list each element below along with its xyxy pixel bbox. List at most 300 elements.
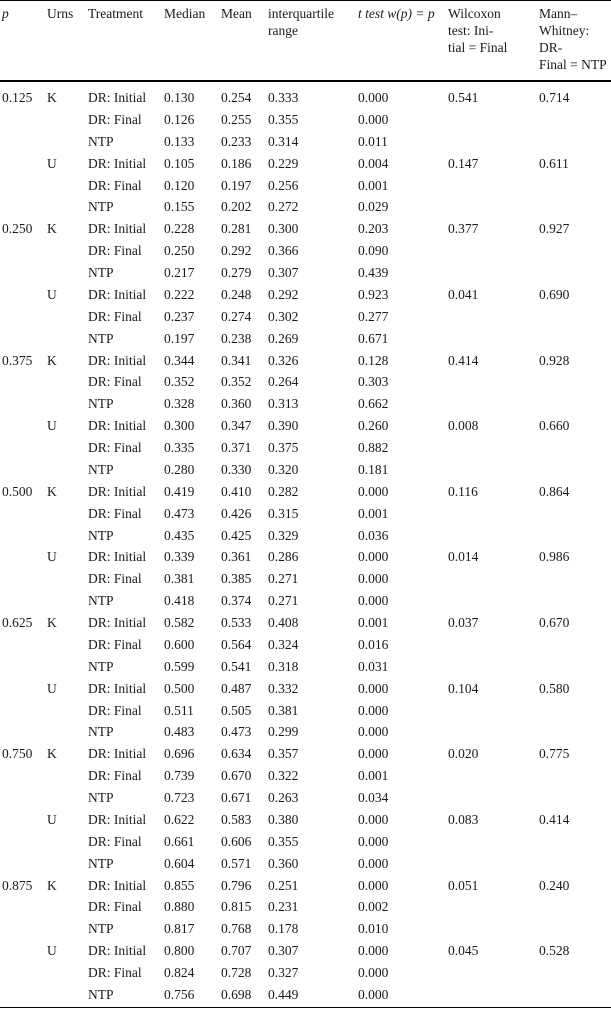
cell-ttest: 0.000 xyxy=(358,483,389,499)
cell-ttest: 0.128 xyxy=(358,352,389,368)
cell-ttest: 0.000 xyxy=(358,811,389,827)
cell-mann-whitney: 0.714 xyxy=(539,90,570,105)
cell-median: 0.339 xyxy=(164,549,195,565)
cell-treatment: DR: Initial xyxy=(88,483,147,499)
cell-iqr: 0.326 xyxy=(268,352,299,368)
header-wilcoxon-line1: Wilcoxon xyxy=(448,6,501,21)
cell-ttest: 0.000 xyxy=(358,593,389,609)
cell-urns: U xyxy=(47,943,57,959)
header-wilcoxon xyxy=(448,5,507,56)
cell-p: 0.500 xyxy=(2,483,33,499)
cell-treatment: NTP xyxy=(88,658,114,674)
cell-iqr: 0.355 xyxy=(268,833,299,849)
cell-mean: 0.473 xyxy=(221,724,252,740)
table-bottom-rule xyxy=(0,1007,611,1008)
cell-mean: 0.347 xyxy=(221,418,252,434)
cell-mean: 0.671 xyxy=(221,790,252,805)
cell-ttest: 0.000 xyxy=(358,90,389,105)
cell-median: 0.217 xyxy=(164,265,195,280)
cell-mann-whitney: 0.986 xyxy=(539,549,570,565)
cell-iqr: 0.333 xyxy=(268,90,299,105)
cell-treatment: DR: Final xyxy=(88,243,142,259)
cell-wilcoxon: 0.541 xyxy=(448,90,479,105)
cell-treatment: NTP xyxy=(88,133,114,149)
cell-mean: 0.815 xyxy=(221,899,252,915)
cell-iqr: 0.264 xyxy=(268,374,299,390)
cell-urns: U xyxy=(47,680,57,696)
cell-treatment: NTP xyxy=(88,855,114,871)
cell-iqr: 0.366 xyxy=(268,243,299,259)
cell-iqr: 0.320 xyxy=(268,461,299,477)
cell-treatment: DR: Initial xyxy=(88,418,147,434)
header-mann-line4: Final = NTP xyxy=(539,57,607,72)
header-treatment: Treatment xyxy=(88,6,143,21)
cell-iqr: 0.302 xyxy=(268,308,299,324)
cell-median: 0.756 xyxy=(164,986,195,1002)
cell-treatment: DR: Initial xyxy=(88,680,147,696)
cell-treatment: DR: Final xyxy=(88,308,142,324)
cell-mean: 0.606 xyxy=(221,833,252,849)
cell-mann-whitney: 0.580 xyxy=(539,680,570,696)
table-row xyxy=(0,415,611,437)
cell-ttest: 0.303 xyxy=(358,374,389,390)
cell-mean: 0.352 xyxy=(221,374,252,390)
cell-median: 0.600 xyxy=(164,636,195,652)
cell-mean: 0.360 xyxy=(221,396,252,412)
cell-iqr: 0.229 xyxy=(268,155,299,171)
cell-iqr: 0.272 xyxy=(268,199,299,215)
cell-mean: 0.233 xyxy=(221,133,252,149)
cell-iqr: 0.314 xyxy=(268,133,299,149)
cell-mann-whitney: 0.528 xyxy=(539,943,570,959)
cell-ttest: 0.031 xyxy=(358,658,389,674)
cell-wilcoxon: 0.045 xyxy=(448,943,479,959)
cell-ttest: 0.001 xyxy=(358,505,389,521)
table-row xyxy=(0,896,611,918)
cell-median: 0.582 xyxy=(164,615,195,630)
table-row xyxy=(0,175,611,197)
cell-iqr: 0.449 xyxy=(268,986,299,1002)
cell-treatment: DR: Final xyxy=(88,571,142,587)
cell-iqr: 0.329 xyxy=(268,527,299,543)
cell-ttest: 0.000 xyxy=(358,680,389,696)
cell-mean: 0.341 xyxy=(221,352,252,368)
cell-mean: 0.385 xyxy=(221,571,252,587)
cell-ttest: 0.000 xyxy=(358,877,389,893)
cell-treatment: DR: Final xyxy=(88,833,142,849)
cell-mean: 0.505 xyxy=(221,702,252,718)
cell-ttest: 0.000 xyxy=(358,111,389,127)
cell-wilcoxon: 0.377 xyxy=(448,221,479,237)
cell-median: 0.237 xyxy=(164,308,195,324)
cell-treatment: DR: Final xyxy=(88,636,142,652)
cell-treatment: NTP xyxy=(88,396,114,412)
table-row xyxy=(0,656,611,678)
cell-ttest: 0.000 xyxy=(358,833,389,849)
cell-iqr: 0.307 xyxy=(268,943,299,959)
header-iqr-line1: interquartile xyxy=(268,6,334,21)
cell-treatment: NTP xyxy=(88,265,114,280)
table-row xyxy=(0,787,611,809)
cell-treatment: DR: Initial xyxy=(88,90,147,105)
cell-mean: 0.541 xyxy=(221,658,252,674)
table-row xyxy=(0,393,611,415)
cell-mean: 0.248 xyxy=(221,286,252,302)
cell-median: 0.435 xyxy=(164,527,195,543)
cell-mean: 0.255 xyxy=(221,111,252,127)
cell-treatment: NTP xyxy=(88,461,114,477)
table-row xyxy=(0,503,611,525)
cell-iqr: 0.178 xyxy=(268,921,299,937)
cell-iqr: 0.375 xyxy=(268,440,299,455)
cell-ttest: 0.090 xyxy=(358,243,389,259)
cell-treatment: NTP xyxy=(88,199,114,215)
cell-ttest: 0.004 xyxy=(358,155,389,171)
cell-iqr: 0.355 xyxy=(268,111,299,127)
cell-iqr: 0.292 xyxy=(268,286,299,302)
cell-treatment: DR: Final xyxy=(88,899,142,915)
cell-iqr: 0.322 xyxy=(268,768,299,784)
cell-ttest: 0.882 xyxy=(358,440,389,455)
cell-iqr: 0.318 xyxy=(268,658,299,674)
cell-median: 0.197 xyxy=(164,330,195,346)
table-row xyxy=(0,371,611,393)
cell-wilcoxon: 0.104 xyxy=(448,680,479,696)
table-row xyxy=(0,459,611,481)
table-row xyxy=(0,721,611,743)
cell-mann-whitney: 0.928 xyxy=(539,352,570,368)
cell-ttest: 0.671 xyxy=(358,330,389,346)
cell-mean: 0.670 xyxy=(221,768,252,784)
cell-mean: 0.564 xyxy=(221,636,252,652)
cell-urns: U xyxy=(47,418,57,434)
cell-mean: 0.279 xyxy=(221,265,252,280)
table-row xyxy=(0,962,611,984)
cell-ttest: 0.260 xyxy=(358,418,389,434)
cell-treatment: NTP xyxy=(88,330,114,346)
cell-treatment: DR: Final xyxy=(88,702,142,718)
cell-treatment: DR: Final xyxy=(88,111,142,127)
cell-median: 0.800 xyxy=(164,943,195,959)
cell-median: 0.855 xyxy=(164,877,195,893)
cell-treatment: DR: Initial xyxy=(88,286,147,302)
cell-treatment: DR: Initial xyxy=(88,549,147,565)
table-row xyxy=(0,678,611,700)
cell-treatment: NTP xyxy=(88,986,114,1002)
header-mann-whitney xyxy=(539,5,607,73)
cell-treatment: DR: Final xyxy=(88,768,142,784)
table-row xyxy=(0,196,611,218)
cell-mean: 0.698 xyxy=(221,986,252,1002)
cell-iqr: 0.360 xyxy=(268,855,299,871)
cell-median: 0.250 xyxy=(164,243,195,259)
header-mann-line1: Mann– xyxy=(539,6,578,21)
cell-iqr: 0.231 xyxy=(268,899,299,915)
cell-treatment: DR: Final xyxy=(88,374,142,390)
cell-iqr: 0.282 xyxy=(268,483,299,499)
cell-treatment: NTP xyxy=(88,790,114,805)
header-ttest: t test w(p) = p xyxy=(358,6,435,21)
cell-ttest: 0.203 xyxy=(358,221,389,237)
cell-mean: 0.361 xyxy=(221,549,252,565)
cell-mean: 0.330 xyxy=(221,461,252,477)
cell-wilcoxon: 0.037 xyxy=(448,615,479,630)
cell-mean: 0.728 xyxy=(221,965,252,980)
cell-iqr: 0.263 xyxy=(268,790,299,805)
cell-median: 0.473 xyxy=(164,505,195,521)
cell-median: 0.300 xyxy=(164,418,195,434)
cell-median: 0.328 xyxy=(164,396,195,412)
cell-iqr: 0.271 xyxy=(268,571,299,587)
cell-treatment: DR: Final xyxy=(88,965,142,980)
table-row xyxy=(0,350,611,372)
cell-wilcoxon: 0.020 xyxy=(448,746,479,762)
cell-iqr: 0.286 xyxy=(268,549,299,565)
table-row xyxy=(0,218,611,240)
table-row xyxy=(0,481,611,503)
cell-ttest: 0.016 xyxy=(358,636,389,652)
table-row xyxy=(0,940,611,962)
cell-mean: 0.707 xyxy=(221,943,252,959)
cell-mann-whitney: 0.864 xyxy=(539,483,570,499)
cell-p: 0.750 xyxy=(2,746,33,762)
cell-mann-whitney: 0.240 xyxy=(539,877,570,893)
cell-mann-whitney: 0.690 xyxy=(539,286,570,302)
header-p: p xyxy=(2,6,9,21)
table-row xyxy=(0,153,611,175)
cell-iqr: 0.408 xyxy=(268,615,299,630)
cell-p: 0.875 xyxy=(2,877,33,893)
cell-mean: 0.796 xyxy=(221,877,252,893)
cell-median: 0.335 xyxy=(164,440,195,455)
cell-mean: 0.202 xyxy=(221,199,252,215)
table-row xyxy=(0,131,611,153)
cell-urns: U xyxy=(47,155,57,171)
cell-ttest: 0.000 xyxy=(358,855,389,871)
cell-wilcoxon: 0.414 xyxy=(448,352,479,368)
cell-iqr: 0.380 xyxy=(268,811,299,827)
cell-mann-whitney: 0.670 xyxy=(539,615,570,630)
cell-median: 0.381 xyxy=(164,571,195,587)
cell-ttest: 0.001 xyxy=(358,768,389,784)
cell-mean: 0.254 xyxy=(221,90,252,105)
cell-median: 0.418 xyxy=(164,593,195,609)
header-urns: Urns xyxy=(47,6,74,21)
cell-mann-whitney: 0.414 xyxy=(539,811,570,827)
cell-iqr: 0.251 xyxy=(268,877,299,893)
table-row xyxy=(0,765,611,787)
header-wilcoxon-line2: test: Ini- xyxy=(448,23,494,38)
cell-wilcoxon: 0.014 xyxy=(448,549,479,565)
cell-treatment: DR: Initial xyxy=(88,221,147,237)
table-row xyxy=(0,853,611,875)
cell-p: 0.125 xyxy=(2,90,33,105)
cell-wilcoxon: 0.008 xyxy=(448,418,479,434)
table-row xyxy=(0,809,611,831)
cell-median: 0.824 xyxy=(164,965,195,980)
cell-urns: U xyxy=(47,549,57,565)
cell-mean: 0.583 xyxy=(221,811,252,827)
cell-treatment: DR: Initial xyxy=(88,746,147,762)
table-row xyxy=(0,328,611,350)
cell-urns: U xyxy=(47,286,57,302)
cell-urns: K xyxy=(47,352,57,368)
cell-treatment: DR: Final xyxy=(88,177,142,193)
cell-treatment: DR: Initial xyxy=(88,943,147,959)
cell-ttest: 0.662 xyxy=(358,396,389,412)
cell-ttest: 0.000 xyxy=(358,986,389,1002)
cell-iqr: 0.307 xyxy=(268,265,299,280)
cell-iqr: 0.381 xyxy=(268,702,299,718)
cell-iqr: 0.324 xyxy=(268,636,299,652)
cell-median: 0.739 xyxy=(164,768,195,784)
cell-median: 0.511 xyxy=(164,702,194,718)
cell-median: 0.723 xyxy=(164,790,195,805)
cell-treatment: NTP xyxy=(88,527,114,543)
cell-treatment: DR: Initial xyxy=(88,615,147,630)
cell-median: 0.228 xyxy=(164,221,195,237)
cell-ttest: 0.000 xyxy=(358,724,389,740)
cell-mean: 0.410 xyxy=(221,483,252,499)
header-mean: Mean xyxy=(221,6,252,21)
cell-iqr: 0.299 xyxy=(268,724,299,740)
cell-wilcoxon: 0.051 xyxy=(448,877,479,893)
cell-ttest: 0.000 xyxy=(358,965,389,980)
cell-median: 0.155 xyxy=(164,199,195,215)
table-row xyxy=(0,590,611,612)
cell-urns: K xyxy=(47,483,57,499)
cell-median: 0.622 xyxy=(164,811,195,827)
table-row xyxy=(0,437,611,459)
cell-ttest: 0.000 xyxy=(358,943,389,959)
cell-urns: K xyxy=(47,615,57,630)
cell-median: 0.500 xyxy=(164,680,195,696)
table-row xyxy=(0,984,611,1006)
cell-p: 0.250 xyxy=(2,221,33,237)
cell-ttest: 0.000 xyxy=(358,702,389,718)
cell-ttest: 0.001 xyxy=(358,177,389,193)
cell-treatment: DR: Initial xyxy=(88,155,147,171)
cell-ttest: 0.010 xyxy=(358,921,389,937)
cell-median: 0.696 xyxy=(164,746,195,762)
cell-ttest: 0.036 xyxy=(358,527,389,543)
cell-ttest: 0.000 xyxy=(358,549,389,565)
table-row xyxy=(0,700,611,722)
cell-ttest: 0.181 xyxy=(358,461,389,477)
cell-ttest: 0.277 xyxy=(358,308,389,324)
cell-treatment: DR: Initial xyxy=(88,352,147,368)
cell-treatment: DR: Initial xyxy=(88,811,147,827)
table-row xyxy=(0,284,611,306)
table-row xyxy=(0,306,611,328)
cell-median: 0.280 xyxy=(164,461,195,477)
cell-urns: U xyxy=(47,811,57,827)
cell-wilcoxon: 0.147 xyxy=(448,155,479,171)
cell-mean: 0.425 xyxy=(221,527,252,543)
cell-iqr: 0.357 xyxy=(268,746,299,762)
cell-urns: K xyxy=(47,746,57,762)
cell-wilcoxon: 0.116 xyxy=(448,483,478,499)
cell-mann-whitney: 0.927 xyxy=(539,221,570,237)
cell-ttest: 0.000 xyxy=(358,746,389,762)
cell-mean: 0.533 xyxy=(221,615,252,630)
cell-median: 0.352 xyxy=(164,374,195,390)
cell-mean: 0.274 xyxy=(221,308,252,324)
table-row xyxy=(0,831,611,853)
cell-mann-whitney: 0.775 xyxy=(539,746,570,762)
cell-wilcoxon: 0.083 xyxy=(448,811,479,827)
cell-urns: K xyxy=(47,90,57,105)
cell-treatment: DR: Final xyxy=(88,505,142,521)
header-iqr xyxy=(268,5,334,39)
table-row xyxy=(0,875,611,897)
cell-mean: 0.374 xyxy=(221,593,252,609)
cell-ttest: 0.011 xyxy=(358,133,388,149)
cell-treatment: NTP xyxy=(88,593,114,609)
cell-ttest: 0.001 xyxy=(358,615,389,630)
cell-mean: 0.186 xyxy=(221,155,252,171)
cell-mean: 0.634 xyxy=(221,746,252,762)
cell-ttest: 0.034 xyxy=(358,790,389,805)
cell-iqr: 0.315 xyxy=(268,505,299,521)
cell-iqr: 0.327 xyxy=(268,965,299,980)
cell-mean: 0.238 xyxy=(221,330,252,346)
cell-median: 0.133 xyxy=(164,133,195,149)
table-row xyxy=(0,109,611,131)
cell-median: 0.880 xyxy=(164,899,195,915)
cell-mean: 0.292 xyxy=(221,243,252,259)
cell-mean: 0.571 xyxy=(221,855,252,871)
cell-median: 0.344 xyxy=(164,352,195,368)
cell-ttest: 0.923 xyxy=(358,286,389,302)
cell-iqr: 0.390 xyxy=(268,418,299,434)
cell-median: 0.419 xyxy=(164,483,195,499)
cell-urns: K xyxy=(47,877,57,893)
cell-ttest: 0.002 xyxy=(358,899,389,915)
table-top-rule xyxy=(0,0,611,1)
header-mann-line3: DR- xyxy=(539,40,563,55)
cell-iqr: 0.256 xyxy=(268,177,299,193)
cell-treatment: NTP xyxy=(88,921,114,937)
cell-median: 0.222 xyxy=(164,286,195,302)
cell-treatment: DR: Initial xyxy=(88,877,147,893)
table-row xyxy=(0,525,611,547)
table-row xyxy=(0,87,611,109)
table-row xyxy=(0,612,611,634)
table-row xyxy=(0,634,611,656)
cell-median: 0.599 xyxy=(164,658,195,674)
header-rule xyxy=(0,80,611,82)
cell-median: 0.126 xyxy=(164,111,195,127)
table-row xyxy=(0,546,611,568)
cell-ttest: 0.029 xyxy=(358,199,389,215)
cell-median: 0.661 xyxy=(164,833,195,849)
cell-mean: 0.768 xyxy=(221,921,252,937)
cell-iqr: 0.332 xyxy=(268,680,299,696)
cell-p: 0.375 xyxy=(2,352,33,368)
cell-p: 0.625 xyxy=(2,615,33,630)
table-row xyxy=(0,262,611,284)
cell-iqr: 0.269 xyxy=(268,330,299,346)
cell-median: 0.130 xyxy=(164,90,195,105)
cell-iqr: 0.300 xyxy=(268,221,299,237)
cell-urns: K xyxy=(47,221,57,237)
cell-ttest: 0.000 xyxy=(358,571,389,587)
cell-iqr: 0.271 xyxy=(268,593,299,609)
cell-treatment: DR: Final xyxy=(88,440,142,455)
header-wilcoxon-line3: tial = Final xyxy=(448,40,508,55)
cell-median: 0.604 xyxy=(164,855,195,871)
